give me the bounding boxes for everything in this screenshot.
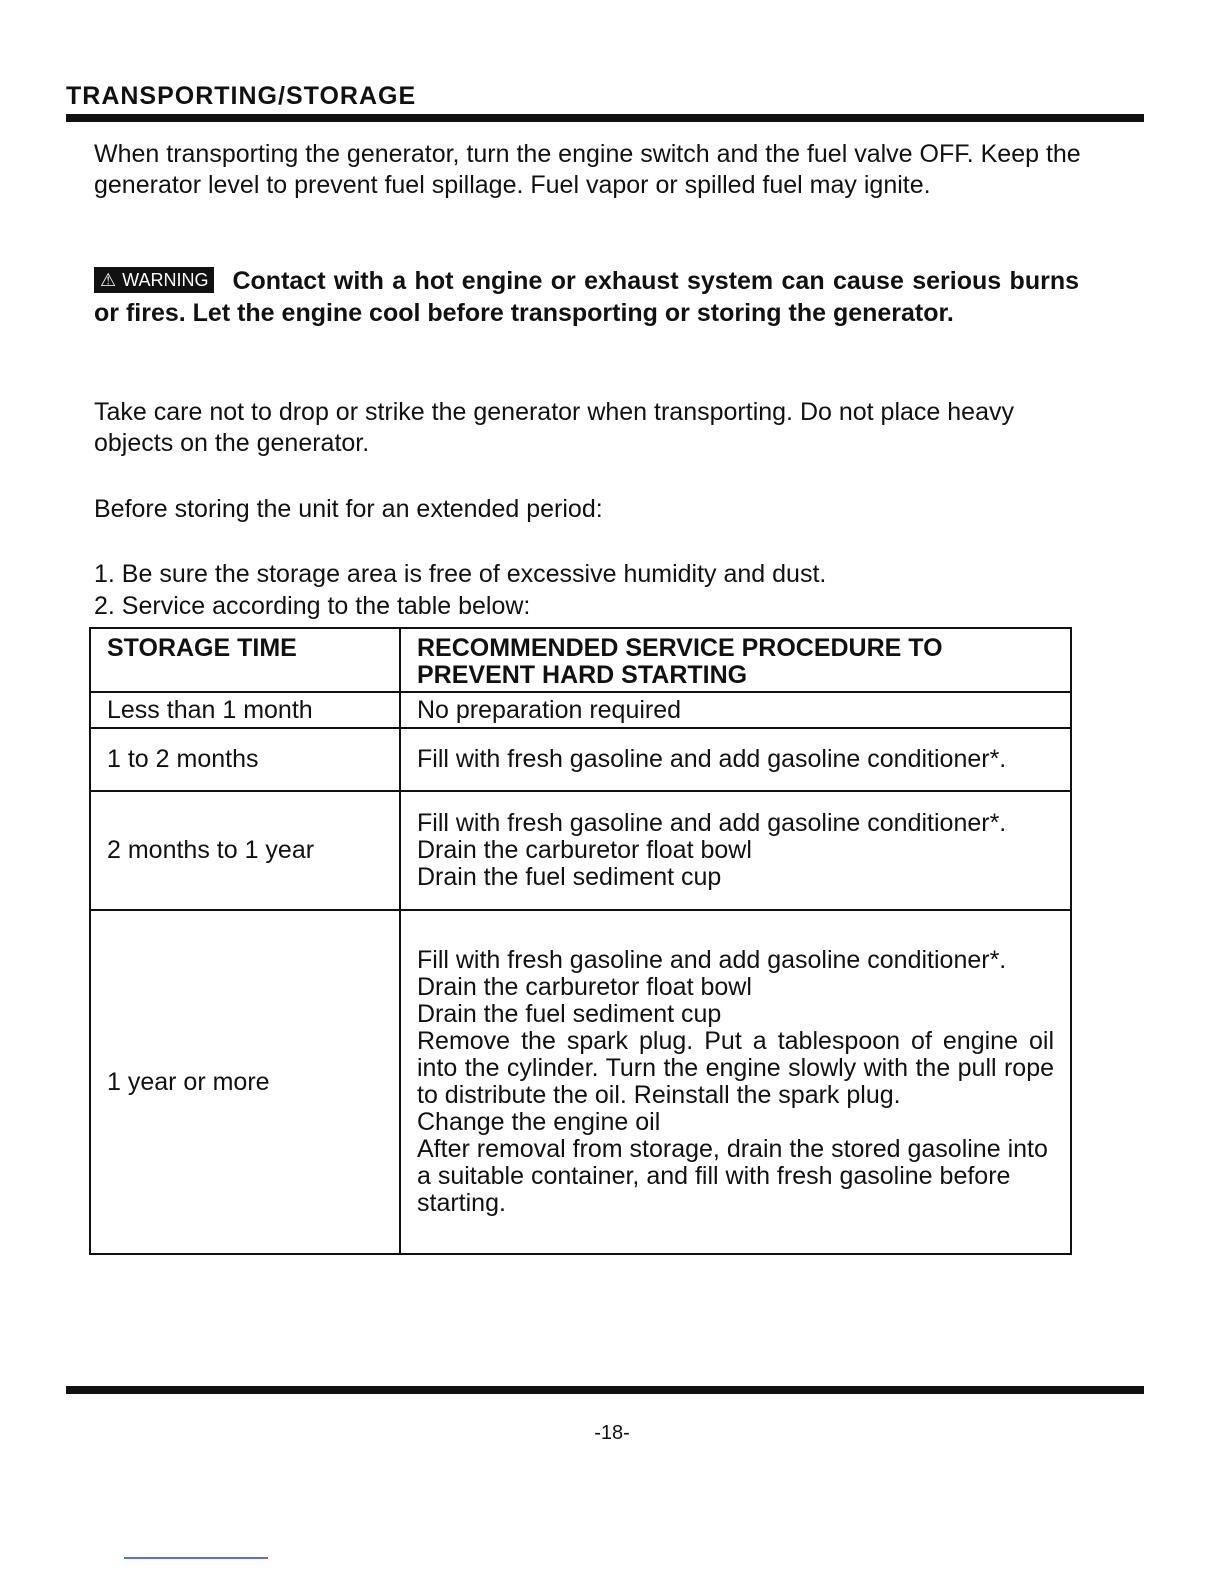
warning-text: Contact with a hot engine or exhaust system can cause serious burns or fires. Let the engine cool before transporting or storing the generator.: [94, 267, 1079, 327]
storage-time-cell: Less than 1 month: [90, 692, 400, 728]
care-paragraph: Take care not to drop or strike the generator when transporting. Do not place heavy objects on the generator.: [94, 398, 1014, 457]
header-storage-time: STORAGE TIME: [90, 628, 400, 692]
procedure-line: Change the engine oil: [417, 1108, 661, 1136]
procedure-line: No preparation required: [417, 695, 682, 724]
procedure-line: Drain the fuel sediment cup: [417, 863, 722, 891]
table-row: [90, 728, 1071, 791]
warning-badge: [94, 267, 214, 293]
section-title: TRANSPORTING/STORAGE: [66, 82, 417, 110]
transport-paragraph: When transporting the generator, turn the engine switch and the fuel valve OFF. Keep the generator level to prevent fuel spillage. Fuel vapor or spilled fuel may ignite.: [94, 140, 1081, 199]
procedure-line: Remove the spark plug. Put a tablespoon of engine oil into the cylinder. Turn the engine slowly with the pull rope to distribute the oil. Reinstall the spark plug.: [417, 1027, 1054, 1109]
step-item: 2. Service according to the table below:: [94, 592, 531, 620]
warning-triangle-icon: ⚠: [100, 270, 117, 290]
procedure-cell: [400, 692, 1071, 728]
top-rule: [66, 114, 1144, 122]
warning-badge-label: WARNING: [122, 270, 209, 290]
storage-table: [89, 627, 1072, 1255]
table-header-row: [90, 628, 1071, 692]
procedure-line: Drain the carburetor float bowl: [417, 836, 752, 864]
before-storing-paragraph: Before storing the unit for an extended period:: [94, 495, 603, 523]
procedure-line: Fill with fresh gasoline and add gasoline conditioner*.: [417, 946, 1007, 974]
procedure-line: Fill with fresh gasoline and add gasoline conditioner*.: [417, 745, 1007, 773]
procedure-cell: [400, 791, 1071, 910]
procedure-line: Drain the fuel sediment cup: [417, 1000, 722, 1028]
procedure-cell: [400, 910, 1071, 1254]
header-procedure: RECOMMENDED SERVICE PROCEDURE TO PREVENT HARD STARTING: [400, 628, 1071, 692]
steps-list: [94, 558, 826, 622]
table-row: [90, 791, 1071, 910]
storage-time-cell: 2 months to 1 year: [90, 791, 400, 910]
table-row: [90, 910, 1071, 1254]
procedure-cell: [400, 728, 1071, 791]
procedure-line: After removal from storage, drain the stored gasoline into a suitable container, and fill with fresh gasoline before starting.: [417, 1135, 1048, 1217]
procedure-line: Fill with fresh gasoline and add gasoline conditioner*.: [417, 809, 1007, 837]
table-row: [90, 692, 1071, 728]
footer-blue-line: [124, 1557, 268, 1559]
bottom-rule: [66, 1386, 1144, 1394]
storage-time-cell: 1 to 2 months: [90, 728, 400, 791]
step-item: 1. Be sure the storage area is free of excessive humidity and dust.: [94, 560, 827, 588]
storage-time-cell: 1 year or more: [90, 910, 400, 1254]
page-number: -18-: [594, 1422, 630, 1444]
warning-block: [94, 265, 1079, 329]
procedure-line: Drain the carburetor float bowl: [417, 973, 752, 1001]
